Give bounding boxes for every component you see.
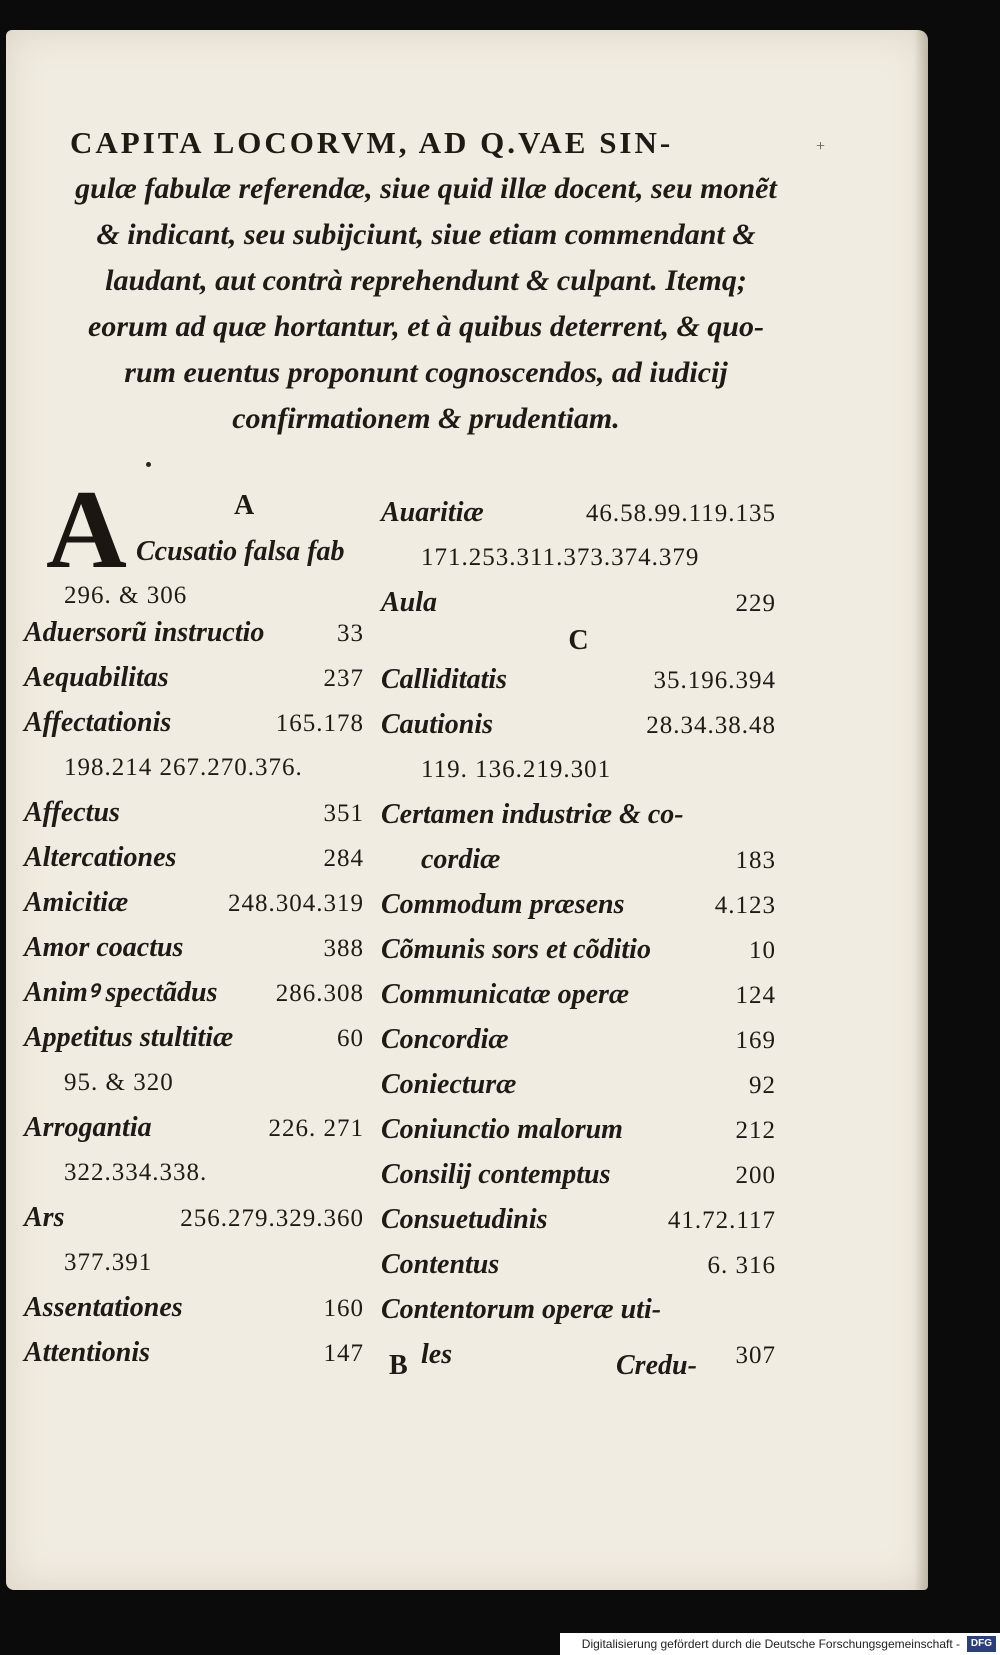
dfg-logo: DFG [967, 1636, 996, 1652]
page-refs: 388 [323, 935, 364, 962]
left-entry-list [24, 610, 364, 1375]
index-term: Coniunctio malorum [381, 1114, 623, 1145]
page-refs-continued: 119. 136.219.301 [421, 756, 612, 783]
index-term: Attentionis [24, 1337, 151, 1368]
index-term: Amor coactus [24, 932, 184, 963]
page-refs: 41.72.117 [667, 1207, 776, 1234]
index-entry [381, 1287, 776, 1332]
index-entry [24, 1195, 364, 1240]
heading-line: rum euentus proponunt cognoscendos, ad iudicij [124, 356, 728, 389]
index-term: Ars [24, 1202, 65, 1233]
index-entry [381, 1197, 776, 1242]
page-mark: + [816, 138, 826, 155]
index-term: Assentationes [24, 1292, 183, 1323]
page-refs: 6. 316 [707, 1252, 776, 1279]
index-entry [24, 610, 364, 655]
index-entry [24, 700, 364, 745]
page-refs: 200 [735, 1162, 776, 1189]
page-refs-continued: 322.334.338. [64, 1159, 208, 1186]
index-term: les [421, 1339, 453, 1370]
page-refs-continued: 198.214 267.270.376. [64, 754, 303, 781]
index-term: cordiæ [421, 844, 501, 875]
index-term: Commodum præsens [381, 889, 625, 920]
book-page [6, 30, 928, 1590]
heading-line: laudant, aut contrà reprehendunt & culpant. Itemq; [105, 264, 747, 297]
heading-line: gulæ fabulæ referendæ, siue quid illæ docent, seu monẽt [75, 172, 777, 205]
heading-line: & indicant, seu subijciunt, siue etiam commendant & [96, 218, 756, 251]
index-term: Contentus [381, 1249, 500, 1280]
index-term: Calliditatis [381, 664, 508, 695]
page-refs: 212 [735, 1117, 776, 1144]
index-column-right [381, 490, 776, 1377]
index-term: Altercationes [24, 842, 177, 873]
index-term: Aduersorũ instructio [24, 617, 265, 648]
index-entry [381, 657, 776, 702]
index-entry [381, 882, 776, 927]
page-refs: 33 [337, 620, 364, 647]
index-entry [381, 1152, 776, 1197]
page-refs-continued: 171.253.311.373.374.379 [421, 544, 700, 571]
section-letter: C [568, 625, 589, 656]
page-refs: 248.304.319 [228, 890, 364, 917]
heading-line: eorum ad quæ hortantur, et à quibus deterrent, & quo- [88, 310, 764, 343]
page-refs-continued: 377.391 [64, 1249, 153, 1276]
page-refs: 124 [735, 982, 776, 1009]
index-entry [381, 792, 776, 837]
index-term: Ccusatio falsa fab [136, 536, 345, 567]
index-entry [24, 835, 364, 880]
index-term: Arrogantia [24, 1112, 152, 1143]
index-term: Affectationis [24, 707, 172, 738]
index-entry [24, 880, 364, 925]
page-refs-continued: 95. & 320 [64, 1069, 174, 1096]
page-refs: 351 [323, 800, 364, 827]
page-refs: 183 [735, 847, 776, 874]
index-entry [381, 1017, 776, 1062]
page-refs: 229 [735, 590, 776, 617]
page-refs: 286.308 [275, 980, 364, 1007]
index-entry [24, 790, 364, 835]
index-entry [381, 1332, 776, 1377]
index-entry [381, 1062, 776, 1107]
index-term: Concordiæ [381, 1024, 509, 1055]
page-refs: 169 [735, 1027, 776, 1054]
index-entry [381, 490, 776, 535]
index-entry [381, 1107, 776, 1152]
ornament-dot [146, 462, 151, 467]
page-refs: 46.58.99.119.135 [585, 500, 776, 527]
page-refs: 284 [323, 845, 364, 872]
index-column-left [24, 468, 364, 1375]
index-entry [381, 1242, 776, 1287]
index-entry [24, 1105, 364, 1150]
catchword: Credu- [616, 1350, 697, 1381]
section-letter-a: A [234, 490, 255, 521]
page-refs: 237 [323, 665, 364, 692]
index-term: Coniecturæ [381, 1069, 517, 1100]
index-term: Certamen industriæ & co- [381, 799, 684, 830]
index-term: Cõmunis sors et cõditio [381, 934, 651, 965]
index-term: Consuetudinis [381, 1204, 548, 1235]
index-term: Affectus [24, 797, 120, 828]
index-entry [24, 1285, 364, 1330]
index-term: Appetitus stultitiæ [24, 1022, 234, 1053]
page-refs: 10 [749, 937, 776, 964]
page-refs: 60 [337, 1025, 364, 1052]
page-refs: 256.279.329.360 [180, 1205, 364, 1232]
index-term: Amicitiæ [24, 887, 129, 918]
index-term: Aula [381, 587, 438, 618]
index-term: Contentorum operæ uti- [381, 1294, 662, 1325]
index-entry [24, 970, 364, 1015]
page-refs: 92 [749, 1072, 776, 1099]
footer-text: Digitalisierung gefördert durch die Deutsche Forschungsgemeinschaft - [581, 1637, 960, 1651]
index-entry [24, 655, 364, 700]
index-term: Aequabilitas [24, 662, 169, 693]
right-entry-list [381, 490, 776, 1377]
index-term: Auaritiæ [381, 497, 484, 528]
index-entry [381, 972, 776, 1017]
heading-line: confirmationem & prudentiam. [232, 402, 620, 435]
section-letter-b: B [389, 1350, 408, 1381]
index-term: Communicatæ operæ [381, 979, 630, 1010]
index-heading [46, 120, 806, 442]
index-entry [24, 1015, 364, 1060]
page-refs: 165.178 [275, 710, 364, 737]
index-entry [24, 925, 364, 970]
page-refs: 4.123 [714, 892, 776, 919]
heading-caps: CAPITA LOCORVM, AD Q.VAE SIN- [70, 125, 674, 160]
index-term: Animꝰ spectãdus [24, 977, 218, 1008]
page-refs: 160 [323, 1295, 364, 1322]
page-refs: 35.196.394 [653, 667, 776, 694]
index-term: Consilij contemptus [381, 1159, 611, 1190]
page-refs-continued: 296. & 306 [64, 582, 188, 609]
digitization-footer [560, 1633, 1000, 1655]
page-refs: 147 [323, 1340, 364, 1367]
drop-cap: A [46, 468, 127, 592]
index-entry [381, 702, 776, 747]
index-term: Cautionis [381, 709, 494, 740]
index-entry [24, 1330, 364, 1375]
index-entry [381, 927, 776, 972]
page-refs: 28.34.38.48 [646, 712, 776, 739]
index-entry [381, 580, 776, 625]
index-entry [381, 837, 776, 882]
page-refs: 307 [735, 1342, 776, 1369]
initial-block [24, 468, 364, 592]
page-refs: 226. 271 [268, 1115, 364, 1142]
